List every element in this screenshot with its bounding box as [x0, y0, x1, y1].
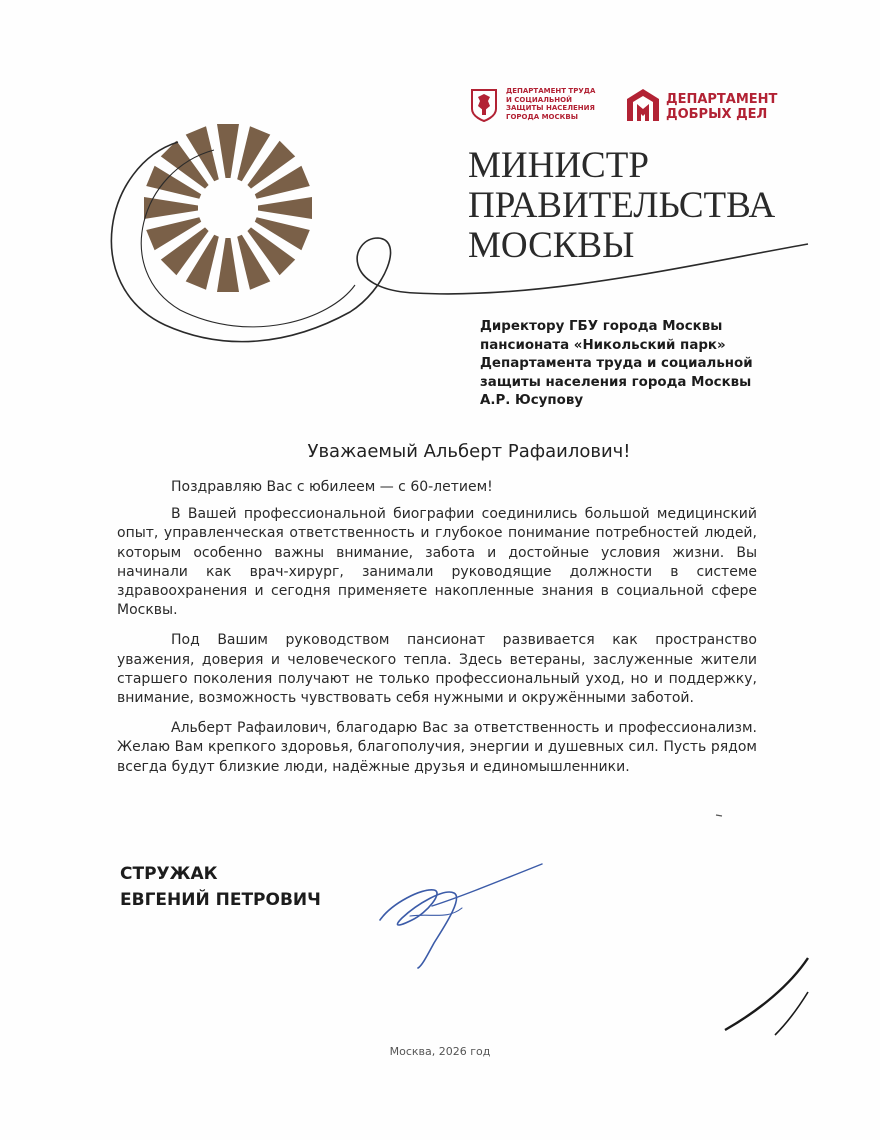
sunburst-ray	[217, 124, 239, 178]
addressee-line: Директору ГБУ города Москвы	[480, 319, 723, 334]
letter-paragraph: Под Вашим руководством пансионат развивается как пространство уважения, доверия и человеческого тепла. Здесь ветераны, заслуженные жители старшего поколения получают не только профессиональный уход, но и поддержку, внимание, возможность чувствовать себя нужными и окружёнными заботой.	[117, 632, 757, 707]
salutation: Уважаемый Альберт Рафаилович!	[307, 441, 631, 462]
letter-paragraph: Альберт Рафаилович, благодарю Вас за ответственность и профессионализм. Желаю Вам крепкого здоровья, благополучия, энергии и душевных сил. Пусть рядом всегда будут близкие люди, надёжные друзья и единомышленники.	[117, 720, 757, 775]
addressee-block	[480, 318, 810, 411]
swoosh-line-bottom-1	[725, 958, 808, 1030]
swoosh-line-bottom-2	[775, 992, 808, 1035]
addressee-line: защиты населения города Москвы	[480, 374, 752, 390]
letter-body	[117, 478, 757, 788]
letter-paragraph: В Вашей профессиональной биографии соединились большой медицинский опыт, управленческая ответственность и глубокое понимание потребностей людей, которым особенно важны внимание, забота и достойные условия жизни. Вы начинали как врач-хирург, занимали руководящие должности в системе здравоохранения и сегодня применяете накопленные знания в социальной сфере Москвы.	[117, 506, 757, 619]
page-title: МИНИСТР ПРАВИТЕЛЬСТВА МОСКВЫ	[468, 145, 776, 266]
moscow-coat-of-arms-icon	[469, 87, 499, 123]
handwritten-signature	[372, 858, 552, 973]
addressee-line: пансионата «Никольский парк»	[480, 337, 726, 353]
addressee-line: А.Р. Юсупову	[480, 393, 584, 408]
letter-paragraph: Поздравляю Вас с юбилеем — с 60-летием!	[171, 479, 493, 495]
footer-place-date: Москва, 2026 год	[389, 1045, 491, 1058]
signer-surname: СТРУЖАК	[120, 864, 218, 884]
dept-labor-logo-text: ДЕПАРТАМЕНТ ТРУДА И СОЦИАЛЬНОЙ ЗАЩИТЫ НАСЕЛЕНИЯ ГОРОДА МОСКВЫ	[506, 87, 596, 121]
tick-mark	[716, 815, 722, 816]
sunburst-ray	[258, 197, 312, 219]
sunburst-emblem-icon	[144, 124, 312, 292]
addressee-line: Департамента труда и социальной	[480, 356, 753, 371]
sunburst-ray	[217, 238, 239, 292]
signer-given-name: ЕВГЕНИЙ ПЕТРОВИЧ	[120, 890, 321, 910]
dept-good-deeds-logo-text: ДЕПАРТАМЕНТ ДОБРЫХ ДЕЛ	[666, 92, 778, 122]
good-deeds-m-icon	[625, 87, 661, 123]
